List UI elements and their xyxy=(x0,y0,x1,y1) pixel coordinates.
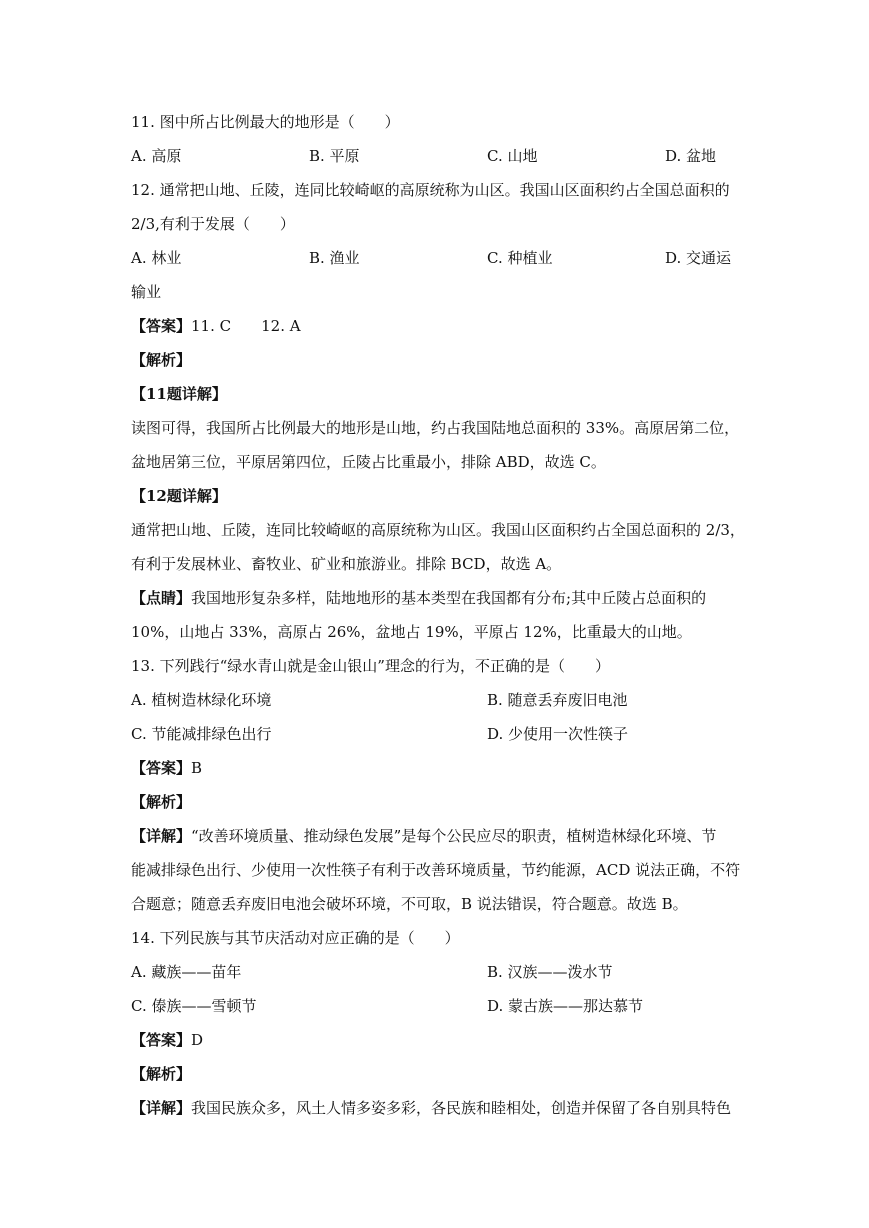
q13-option-d: D. 少使用一次性筷子 xyxy=(487,725,629,743)
q14-option-a: A. 藏族——苗年 xyxy=(131,963,242,981)
q11-option-b: B. 平原 xyxy=(309,147,360,165)
detail-13-line3: 合题意；随意丢弃废旧电池会破坏环境，不可取，B 说法错误，符合题意。故选 B。 xyxy=(131,895,688,913)
q12-option-b: B. 渔业 xyxy=(309,249,360,267)
answer-label: 【答案】 xyxy=(131,317,192,335)
answer-14 xyxy=(131,1030,203,1050)
q14-option-b: B. 汉族——泼水节 xyxy=(487,963,613,981)
analysis-label: 【解析】 xyxy=(131,351,192,369)
answer-value: 11. C 12. A xyxy=(191,317,301,335)
q12-option-d-wrap: 输业 xyxy=(131,283,162,301)
q14-option-d: D. 蒙古族——那达慕节 xyxy=(487,997,644,1015)
tip-label: 【点睛】 xyxy=(131,589,192,607)
detail-12-line1: 通常把山地、丘陵，连同比较崎岖的高原统称为山区。我国山区面积约占全国总面积的 2/3， xyxy=(131,521,745,539)
analysis-label: 【解析】 xyxy=(131,1065,192,1083)
q11-option-d: D. 盆地 xyxy=(665,147,717,165)
tip-text: 我国地形复杂多样，陆地地形的基本类型在我国都有分布;其中丘陵占总面积的 xyxy=(191,589,707,607)
q11-option-c: C. 山地 xyxy=(487,147,538,165)
q12-option-a: A. 林业 xyxy=(131,249,182,267)
tip-line1 xyxy=(131,588,706,608)
detail-14-label: 【详解】 xyxy=(131,1099,192,1117)
answer-11-12 xyxy=(131,316,301,336)
q13-option-a: A. 植树造林绿化环境 xyxy=(131,691,272,709)
question-13-stem: 13. 下列践行“绿水青山就是金山银山”理念的行为，不正确的是（ ） xyxy=(131,657,610,675)
detail-13-label: 【详解】 xyxy=(131,827,192,845)
q12-option-c: C. 种植业 xyxy=(487,249,553,267)
detail-14-text: 我国民族众多，风土人情多姿多彩，各民族和睦相处，创造并保留了各自别具特色 xyxy=(191,1099,732,1117)
question-11-stem: 11. 图中所占比例最大的地形是（ ） xyxy=(131,113,400,131)
answer-13 xyxy=(131,758,202,778)
q14-option-c: C. 傣族——雪顿节 xyxy=(131,997,257,1015)
detail-12-line2: 有利于发展林业、畜牧业、矿业和旅游业。排除 BCD，故选 A。 xyxy=(131,555,562,573)
detail-11-line2: 盆地居第三位，平原居第四位，丘陵占比重最小，排除 ABD，故选 C。 xyxy=(131,453,606,471)
q13-option-c: C. 节能减排绿色出行 xyxy=(131,725,272,743)
q11-option-a: A. 高原 xyxy=(131,147,182,165)
question-12-stem-line2: 2/3,有利于发展（ ） xyxy=(131,215,295,233)
detail-13-line1 xyxy=(131,826,716,846)
q12-option-d: D. 交通运 xyxy=(665,249,732,267)
q13-option-b: B. 随意丢弃废旧电池 xyxy=(487,691,628,709)
answer-value: D xyxy=(191,1031,204,1049)
detail-13-text: “改善环境质量、推动绿色发展”是每个公民应尽的职责，植树造林绿化环境、节 xyxy=(191,827,717,845)
question-12-stem-line1: 12. 通常把山地、丘陵，连同比较崎岖的高原统称为山区。我国山区面积约占全国总面积的 xyxy=(131,181,730,199)
detail-11-label: 【11题详解】 xyxy=(131,385,227,403)
answer-label: 【答案】 xyxy=(131,759,192,777)
detail-14-line1 xyxy=(131,1098,731,1118)
analysis-label: 【解析】 xyxy=(131,793,192,811)
question-14-stem: 14. 下列民族与其节庆活动对应正确的是（ ） xyxy=(131,929,460,947)
tip-line2: 10%，山地占 33%，高原占 26%，盆地占 19%，平原占 12%，比重最大的山地。 xyxy=(131,623,692,641)
answer-label: 【答案】 xyxy=(131,1031,192,1049)
detail-12-label: 【12题详解】 xyxy=(131,487,227,505)
answer-value: B xyxy=(191,759,203,777)
detail-13-line2: 能减排绿色出行、少使用一次性筷子有利于改善环境质量，节约能源，ACD 说法正确，不符 xyxy=(131,861,741,879)
detail-11-line1: 读图可得，我国所占比例最大的地形是山地，约占我国陆地总面积的 33%。高原居第二位， xyxy=(131,419,740,437)
